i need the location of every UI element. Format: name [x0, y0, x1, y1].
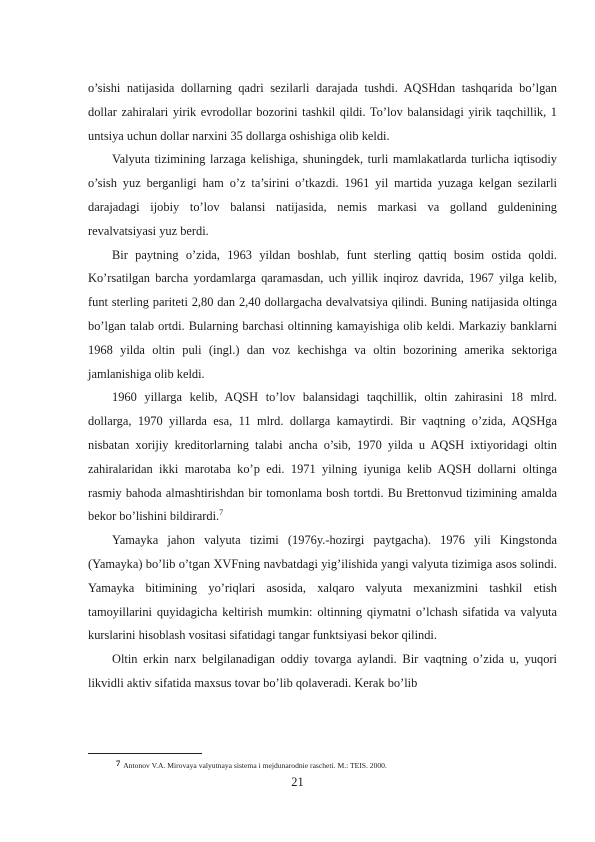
footnote-divider [88, 753, 202, 754]
footnote-reference[interactable]: 7 [219, 508, 224, 518]
paragraph-4 [88, 386, 557, 529]
footnote [116, 757, 556, 772]
paragraph-4-text: 1960 yillarga kelib, AQSH to’lov balansidagi taqchillik, oltin zahirasini 18 mlrd. dollarga, 1970 yillarda esa, 11 mlrd. dollarga kamaytirdi. Bir vaqtning o’zida, AQSHga nisbatan xorijiy kreditorlarning talabi ancha o’sib, 1970 yilda u AQSH ixtiyoridagi oltin zahiralaridan ikki marotaba ko’p edi. 1971 yilning iyuniga kelib AQSH dollarni oltinga rasmiy bahoda almashtirishdan bir tomonlama bosh tortdi. Bu Brettonvud tizimining amalda bekor bo’lishini bildirardi. [88, 390, 557, 524]
paragraph-5-text: Yamayka jahon valyuta tizimi (1976y.-hozirgi paytgacha). 1976 yili Kingstonda (Yamayka) bo’lib o’tgan XVFning navbatdagi yig’ilishida yangi valyuta tizimiga asos solindi. Yamayka bitimining yo’riqlari asosida, xalqaro valyuta mexanizmini tashkil etish tamoyillarini quyidagicha keltirish mumkin: oltinning qiymatni o’lchash sifatida va valyuta kurslarini hisoblash vositasi sifatidagi tangar funktsiyasi bekor qilindi. [88, 533, 557, 643]
paragraph-6-text: Oltin erkin narx belgilanadigan oddiy tovarga aylandi. Bir vaqtning o’zida u, yuqori likvidli aktiv sifatida maxsus tovar bo’lib qolaveradi. Kerak bo’lib [88, 652, 557, 690]
paragraph-2-text: Valyuta tizimining larzaga kelishiga, shuningdek, turli mamlakatlarda turlicha iqtisodiy o’sish yuz berganligi ham o’z ta’sirini o’tkazdi. 1961 yil martida yuzaga kelgan sezilarli darajadagi ijobiy to’lov balansi natijasida, nemis markasi va golland guldenining revalvatsiyasi yuz berdi. [88, 152, 557, 238]
footnote-text: Antonov V.A. Mirovaya valyutnaya sistema i mejdunarodnie rascheti. M.: TEIS. 2000. [123, 761, 387, 770]
page-number: 21 [291, 775, 304, 789]
paragraph-3-text: Bir paytning o’zida, 1963 yildan boshlab, funt sterling qattiq bosim ostida qoldi. Ko’rsatilgan barcha yordamlarga qaramasdan, uch yillik inqiroz davrida, 1967 yilga kelib, funt sterling pariteti 2,80 dan 2,40 dollargacha devalvatsiya qilindi. Buning natijasida oltinga bo’lgan talab ortdi. Bularning barchasi oltinning kamayishiga olib keldi. Markaziy banklarni 1968 yilda oltin puli (ingl.) dan voz kechishga va oltin bozorining amerika sektoriga jamlanishiga olib keldi. [88, 247, 557, 381]
paragraph-1 [88, 77, 557, 148]
paragraph-5 [88, 529, 557, 648]
paragraph-3 [88, 244, 557, 387]
paragraph-2 [88, 148, 557, 243]
body-text [88, 77, 557, 696]
footnote-number: 7 [116, 758, 121, 768]
paragraph-6 [88, 648, 557, 696]
paragraph-1-text: o’sishi natijasida dollarning qadri sezilarli darajada tushdi. AQSHdan tashqarida bo’lgan dollar zahiralari yirik evrodollar bozorini tashkil qildi. To’lov balansidagi yirik taqchillik, 1 untsiya uchun dollar narxini 35 dollarga oshishiga olib keldi. [88, 81, 557, 143]
